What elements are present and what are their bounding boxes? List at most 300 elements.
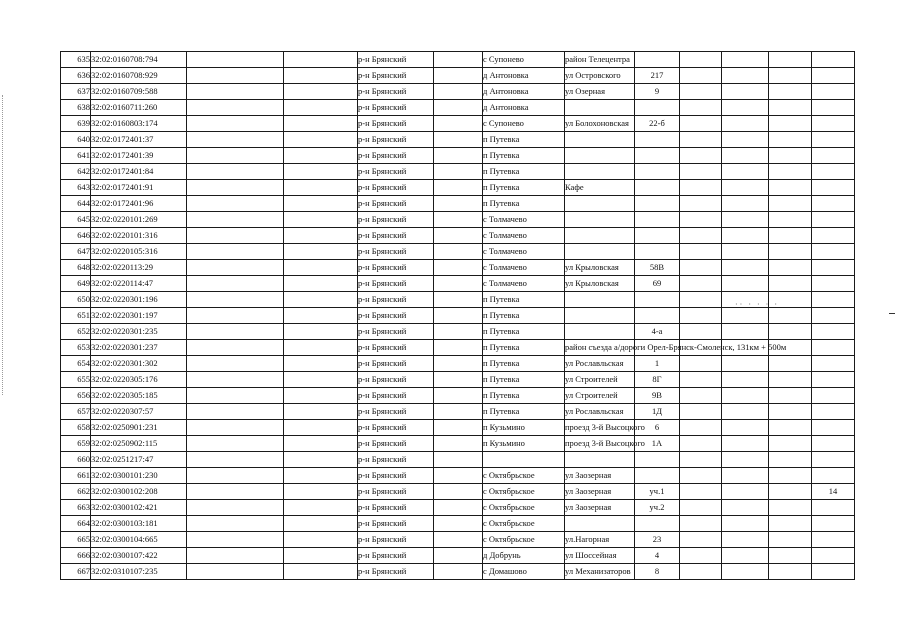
house-number: 1Д	[635, 404, 680, 420]
extra-value	[812, 244, 855, 260]
extra-value	[812, 116, 855, 132]
empty-cell	[434, 516, 483, 532]
cadastral-number: 32:02:0300101:230	[91, 468, 187, 484]
empty-cell	[722, 100, 769, 116]
row-number: 649	[61, 276, 91, 292]
extra-value: 14	[812, 484, 855, 500]
extra-value	[812, 196, 855, 212]
extra-value	[812, 452, 855, 468]
district: р-н Брянский	[358, 212, 434, 228]
extra-value	[812, 548, 855, 564]
binding-margin-marks	[2, 95, 7, 395]
empty-cell	[680, 532, 722, 548]
empty-cell	[722, 148, 769, 164]
row-number: 651	[61, 308, 91, 324]
house-number: 9В	[635, 388, 680, 404]
row-number: 663	[61, 500, 91, 516]
row-number: 659	[61, 436, 91, 452]
table-row	[61, 468, 855, 484]
district: р-н Брянский	[358, 436, 434, 452]
empty-cell	[187, 340, 284, 356]
empty-cell	[187, 84, 284, 100]
empty-cell	[769, 420, 812, 436]
empty-cell	[187, 276, 284, 292]
empty-cell	[284, 468, 358, 484]
street: ул Заозерная	[565, 500, 635, 516]
house-number: 69	[635, 276, 680, 292]
empty-cell	[187, 436, 284, 452]
street	[565, 228, 635, 244]
scan-artifact: ·· · · · ·	[735, 300, 779, 309]
house-number	[635, 52, 680, 68]
table-row	[61, 180, 855, 196]
empty-cell	[187, 420, 284, 436]
empty-cell	[722, 436, 769, 452]
street: проезд 3-й Высоцкого	[565, 420, 635, 436]
extra-value	[812, 132, 855, 148]
district: р-н Брянский	[358, 532, 434, 548]
house-number: 6	[635, 420, 680, 436]
house-number: 8Г	[635, 372, 680, 388]
empty-cell	[284, 548, 358, 564]
empty-cell	[680, 388, 722, 404]
locality: п Путевка	[483, 372, 565, 388]
table-row	[61, 196, 855, 212]
empty-cell	[284, 260, 358, 276]
empty-cell	[769, 324, 812, 340]
district: р-н Брянский	[358, 68, 434, 84]
locality	[483, 452, 565, 468]
house-number	[635, 468, 680, 484]
empty-cell	[680, 180, 722, 196]
row-number: 657	[61, 404, 91, 420]
cadastral-number: 32:02:0220305:185	[91, 388, 187, 404]
street: район Телецентра	[565, 52, 635, 68]
empty-cell	[187, 564, 284, 580]
row-number: 664	[61, 516, 91, 532]
empty-cell	[284, 564, 358, 580]
table-row	[61, 84, 855, 100]
house-number	[635, 244, 680, 260]
empty-cell	[680, 484, 722, 500]
table-row	[61, 500, 855, 516]
extra-value	[812, 212, 855, 228]
row-number: 652	[61, 324, 91, 340]
extra-value	[812, 340, 855, 356]
empty-cell	[187, 228, 284, 244]
locality: п Путевка	[483, 180, 565, 196]
empty-cell	[284, 340, 358, 356]
table-row	[61, 436, 855, 452]
street: ул Крыловская	[565, 276, 635, 292]
empty-cell	[434, 52, 483, 68]
empty-cell	[722, 564, 769, 580]
empty-cell	[769, 452, 812, 468]
empty-cell	[769, 196, 812, 212]
street: Кафе	[565, 180, 635, 196]
empty-cell	[187, 100, 284, 116]
table-row	[61, 260, 855, 276]
table-row	[61, 68, 855, 84]
house-number	[635, 452, 680, 468]
empty-cell	[434, 84, 483, 100]
locality: с Домашово	[483, 564, 565, 580]
district: р-н Брянский	[358, 340, 434, 356]
empty-cell	[434, 148, 483, 164]
cadastral-number: 32:02:0220301:196	[91, 292, 187, 308]
locality: п Кузьмино	[483, 436, 565, 452]
empty-cell	[434, 372, 483, 388]
empty-cell	[769, 68, 812, 84]
empty-cell	[187, 52, 284, 68]
empty-cell	[284, 388, 358, 404]
row-number: 636	[61, 68, 91, 84]
empty-cell	[284, 68, 358, 84]
empty-cell	[680, 548, 722, 564]
empty-cell	[284, 532, 358, 548]
empty-cell	[434, 260, 483, 276]
house-number	[635, 212, 680, 228]
street: район съезда а/дороги Орел-Брянск-Смоленск, 131км + 500м	[565, 340, 635, 356]
empty-cell	[680, 164, 722, 180]
table-row	[61, 100, 855, 116]
land-registry-table	[60, 51, 855, 580]
street	[565, 100, 635, 116]
table-row	[61, 324, 855, 340]
empty-cell	[284, 372, 358, 388]
empty-cell	[680, 260, 722, 276]
row-number: 662	[61, 484, 91, 500]
empty-cell	[284, 276, 358, 292]
empty-cell	[434, 132, 483, 148]
empty-cell	[769, 548, 812, 564]
extra-value	[812, 68, 855, 84]
extra-value	[812, 164, 855, 180]
street: ул Рославльская	[565, 356, 635, 372]
empty-cell	[187, 532, 284, 548]
extra-value	[812, 276, 855, 292]
row-number: 647	[61, 244, 91, 260]
empty-cell	[284, 484, 358, 500]
empty-cell	[722, 84, 769, 100]
locality: п Путевка	[483, 356, 565, 372]
empty-cell	[284, 308, 358, 324]
empty-cell	[680, 116, 722, 132]
empty-cell	[187, 308, 284, 324]
row-number: 637	[61, 84, 91, 100]
empty-cell	[769, 228, 812, 244]
empty-cell	[434, 196, 483, 212]
extra-value	[812, 148, 855, 164]
house-number: 217	[635, 68, 680, 84]
row-number: 650	[61, 292, 91, 308]
empty-cell	[434, 436, 483, 452]
table-row	[61, 132, 855, 148]
empty-cell	[434, 468, 483, 484]
empty-cell	[722, 388, 769, 404]
extra-value	[812, 292, 855, 308]
street: ул Заозерная	[565, 468, 635, 484]
empty-cell	[680, 148, 722, 164]
extra-value	[812, 468, 855, 484]
empty-cell	[284, 164, 358, 180]
house-number: 9	[635, 84, 680, 100]
row-number: 658	[61, 420, 91, 436]
empty-cell	[187, 388, 284, 404]
district: р-н Брянский	[358, 500, 434, 516]
locality: с Супонево	[483, 52, 565, 68]
district: р-н Брянский	[358, 260, 434, 276]
locality: п Путевка	[483, 164, 565, 180]
empty-cell	[187, 452, 284, 468]
extra-value	[812, 52, 855, 68]
empty-cell	[769, 116, 812, 132]
table-row	[61, 548, 855, 564]
locality: с Октябрьское	[483, 468, 565, 484]
row-number: 640	[61, 132, 91, 148]
scan-artifact-dash	[889, 313, 895, 314]
street: ул Строителей	[565, 372, 635, 388]
empty-cell	[769, 372, 812, 388]
empty-cell	[769, 276, 812, 292]
locality: п Путевка	[483, 196, 565, 212]
empty-cell	[680, 324, 722, 340]
empty-cell	[284, 244, 358, 260]
locality: с Толмачево	[483, 228, 565, 244]
cadastral-number: 32:02:0220101:316	[91, 228, 187, 244]
empty-cell	[187, 292, 284, 308]
street: ул Болохоновская	[565, 116, 635, 132]
street	[565, 452, 635, 468]
empty-cell	[722, 372, 769, 388]
cadastral-number: 32:02:0250902:115	[91, 436, 187, 452]
table-row	[61, 404, 855, 420]
empty-cell	[434, 212, 483, 228]
empty-cell	[187, 404, 284, 420]
cadastral-number: 32:02:0172401:39	[91, 148, 187, 164]
empty-cell	[722, 404, 769, 420]
locality: с Октябрьское	[483, 500, 565, 516]
district: р-н Брянский	[358, 324, 434, 340]
empty-cell	[434, 420, 483, 436]
empty-cell	[434, 564, 483, 580]
house-number: 8	[635, 564, 680, 580]
empty-cell	[187, 212, 284, 228]
district: р-н Брянский	[358, 372, 434, 388]
empty-cell	[722, 324, 769, 340]
house-number	[635, 180, 680, 196]
district: р-н Брянский	[358, 180, 434, 196]
empty-cell	[434, 228, 483, 244]
street: ул.Нагорная	[565, 532, 635, 548]
district: р-н Брянский	[358, 148, 434, 164]
empty-cell	[769, 516, 812, 532]
empty-cell	[722, 420, 769, 436]
cadastral-number: 32:02:0160708:794	[91, 52, 187, 68]
house-number	[635, 292, 680, 308]
table-row	[61, 116, 855, 132]
empty-cell	[434, 116, 483, 132]
street	[565, 132, 635, 148]
empty-cell	[680, 244, 722, 260]
empty-cell	[722, 516, 769, 532]
empty-cell	[722, 212, 769, 228]
street: проезд 3-й Высоцкого	[565, 436, 635, 452]
table-row	[61, 228, 855, 244]
district: р-н Брянский	[358, 356, 434, 372]
empty-cell	[680, 68, 722, 84]
empty-cell	[769, 356, 812, 372]
locality: с Толмачево	[483, 212, 565, 228]
locality: п Путевка	[483, 388, 565, 404]
empty-cell	[722, 468, 769, 484]
district: р-н Брянский	[358, 100, 434, 116]
cadastral-number: 32:02:0172401:84	[91, 164, 187, 180]
extra-value	[812, 356, 855, 372]
table-row	[61, 420, 855, 436]
street	[565, 164, 635, 180]
cadastral-number: 32:02:0300107:422	[91, 548, 187, 564]
empty-cell	[722, 484, 769, 500]
empty-cell	[769, 84, 812, 100]
row-number: 667	[61, 564, 91, 580]
cadastral-number: 32:02:0220301:197	[91, 308, 187, 324]
district: р-н Брянский	[358, 292, 434, 308]
row-number: 660	[61, 452, 91, 468]
cadastral-number: 32:02:0251217:47	[91, 452, 187, 468]
district: р-н Брянский	[358, 516, 434, 532]
empty-cell	[187, 244, 284, 260]
empty-cell	[769, 100, 812, 116]
empty-cell	[284, 116, 358, 132]
locality: с Толмачево	[483, 276, 565, 292]
empty-cell	[680, 356, 722, 372]
empty-cell	[722, 500, 769, 516]
extra-value	[812, 500, 855, 516]
district: р-н Брянский	[358, 468, 434, 484]
house-number	[635, 516, 680, 532]
cadastral-number: 32:02:0160708:929	[91, 68, 187, 84]
empty-cell	[187, 116, 284, 132]
empty-cell	[769, 388, 812, 404]
extra-value	[812, 84, 855, 100]
locality: п Путевка	[483, 148, 565, 164]
empty-cell	[284, 436, 358, 452]
cadastral-number: 32:02:0172401:96	[91, 196, 187, 212]
empty-cell	[284, 180, 358, 196]
empty-cell	[680, 132, 722, 148]
empty-cell	[769, 164, 812, 180]
district: р-н Брянский	[358, 276, 434, 292]
locality: с Толмачево	[483, 260, 565, 276]
row-number: 665	[61, 532, 91, 548]
empty-cell	[434, 452, 483, 468]
empty-cell	[187, 516, 284, 532]
street	[565, 292, 635, 308]
extra-value	[812, 372, 855, 388]
empty-cell	[769, 132, 812, 148]
row-number: 639	[61, 116, 91, 132]
cadastral-number: 32:02:0300102:421	[91, 500, 187, 516]
district: р-н Брянский	[358, 388, 434, 404]
row-number: 661	[61, 468, 91, 484]
locality: п Путевка	[483, 292, 565, 308]
house-number: 23	[635, 532, 680, 548]
empty-cell	[680, 564, 722, 580]
extra-value	[812, 180, 855, 196]
empty-cell	[722, 196, 769, 212]
cadastral-number: 32:02:0160711:260	[91, 100, 187, 116]
empty-cell	[722, 452, 769, 468]
table-row	[61, 52, 855, 68]
cadastral-number: 32:02:0220301:235	[91, 324, 187, 340]
house-number	[635, 100, 680, 116]
empty-cell	[680, 100, 722, 116]
locality: с Октябрьское	[483, 532, 565, 548]
empty-cell	[680, 308, 722, 324]
row-number: 656	[61, 388, 91, 404]
locality: п Путевка	[483, 132, 565, 148]
empty-cell	[769, 564, 812, 580]
empty-cell	[284, 212, 358, 228]
empty-cell	[187, 132, 284, 148]
street: ул Озерная	[565, 84, 635, 100]
empty-cell	[284, 228, 358, 244]
house-number: 1А	[635, 436, 680, 452]
empty-cell	[680, 212, 722, 228]
cadastral-number: 32:02:0220114:47	[91, 276, 187, 292]
empty-cell	[769, 308, 812, 324]
locality: с Октябрьское	[483, 516, 565, 532]
district: р-н Брянский	[358, 196, 434, 212]
empty-cell	[769, 180, 812, 196]
district: р-н Брянский	[358, 420, 434, 436]
empty-cell	[680, 420, 722, 436]
empty-cell	[434, 100, 483, 116]
empty-cell	[434, 68, 483, 84]
empty-cell	[284, 52, 358, 68]
empty-cell	[722, 260, 769, 276]
row-number: 646	[61, 228, 91, 244]
extra-value	[812, 260, 855, 276]
locality: с Супонево	[483, 116, 565, 132]
locality: с Октябрьское	[483, 484, 565, 500]
district: р-н Брянский	[358, 452, 434, 468]
empty-cell	[722, 276, 769, 292]
house-number: 4-а	[635, 324, 680, 340]
table-row	[61, 452, 855, 468]
table-row	[61, 148, 855, 164]
table-row	[61, 164, 855, 180]
row-number: 643	[61, 180, 91, 196]
empty-cell	[284, 516, 358, 532]
empty-cell	[680, 276, 722, 292]
empty-cell	[434, 180, 483, 196]
table-row	[61, 564, 855, 580]
locality: п Путевка	[483, 404, 565, 420]
district: р-н Брянский	[358, 564, 434, 580]
cadastral-number: 32:02:0220301:302	[91, 356, 187, 372]
locality: д Добрунь	[483, 548, 565, 564]
district: р-н Брянский	[358, 404, 434, 420]
table-row	[61, 484, 855, 500]
empty-cell	[680, 372, 722, 388]
empty-cell	[187, 484, 284, 500]
district: р-н Брянский	[358, 164, 434, 180]
extra-value	[812, 404, 855, 420]
empty-cell	[434, 324, 483, 340]
district: р-н Брянский	[358, 244, 434, 260]
